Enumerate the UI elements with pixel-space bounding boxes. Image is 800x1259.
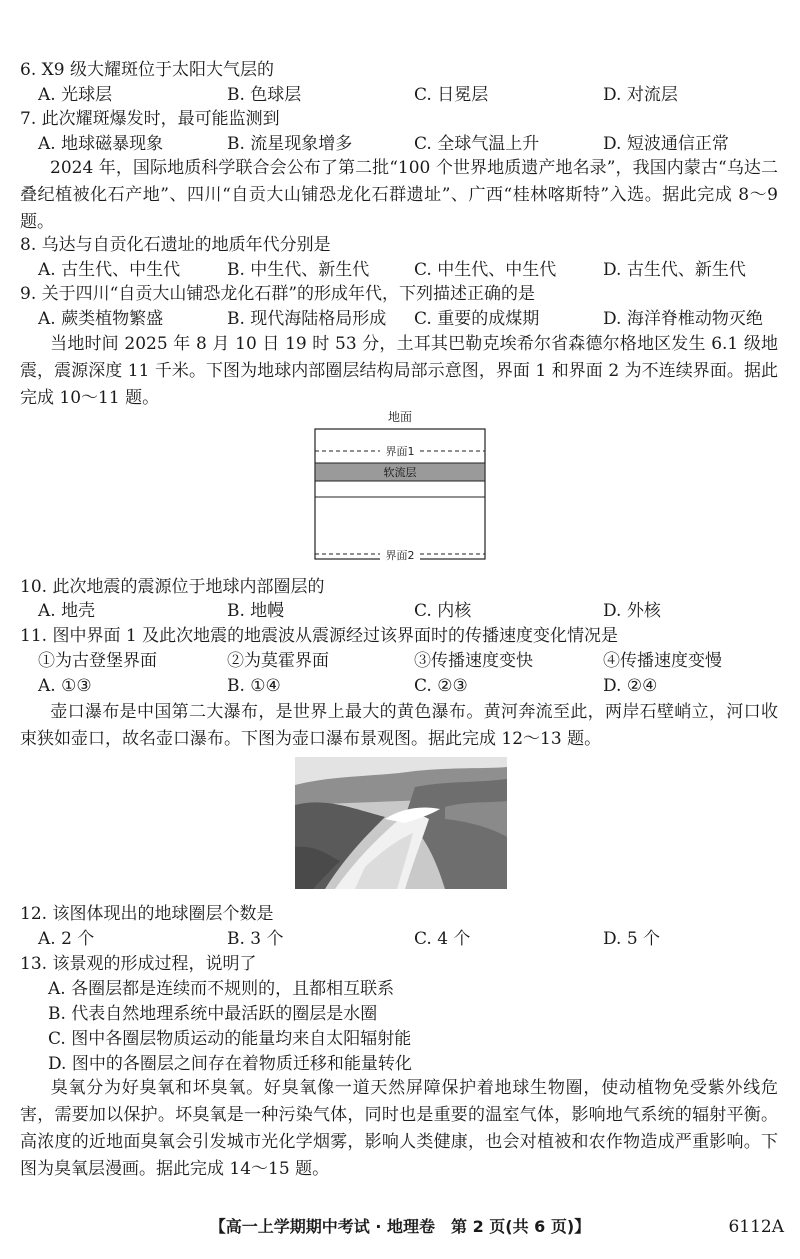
q8-option-a: A. 古生代、中生代 bbox=[38, 260, 181, 280]
q11-statement-1: ①为古登堡界面 bbox=[38, 651, 157, 671]
interface2-label: 界面2 bbox=[385, 549, 415, 562]
q6-option-d: D. 对流层 bbox=[603, 85, 678, 105]
q8-option-d: D. 古生代、新生代 bbox=[603, 260, 746, 280]
passage-14-15 bbox=[20, 1075, 778, 1183]
earth-interior-diagram bbox=[300, 405, 500, 565]
q10-options bbox=[38, 599, 780, 623]
q6-stem: 6. X9 级大耀斑位于太阳大气层的 bbox=[20, 60, 274, 80]
q11-options bbox=[38, 674, 780, 698]
q9-option-c: C. 重要的成煤期 bbox=[414, 309, 540, 329]
q9-stem: 9. 关于四川“自贡大山铺恐龙化石群”的形成年代，下列描述正确的是 bbox=[20, 284, 536, 304]
page-footer bbox=[0, 1212, 800, 1242]
q10-stem: 10. 此次地震的震源位于地球内部圈层的 bbox=[20, 577, 325, 597]
paper-code: 6112A bbox=[728, 1217, 784, 1237]
q10-option-b: B. 地幔 bbox=[227, 601, 285, 621]
interface1-label: 界面1 bbox=[385, 445, 415, 458]
footer-title: 【高一上学期期中考试 · 地理卷 第 2 页(共 6 页)】 bbox=[209, 1217, 591, 1236]
q7-option-a: A. 地球磁暴现象 bbox=[38, 134, 164, 154]
q13-stem: 13. 该景观的形成过程，说明了 bbox=[20, 954, 257, 974]
q10-option-c: C. 内核 bbox=[414, 601, 472, 621]
q12-stem: 12. 该图体现出的地球圈层个数是 bbox=[20, 904, 274, 924]
passage-10-11 bbox=[20, 331, 778, 412]
asthenosphere-label: 软流层 bbox=[383, 466, 417, 479]
q11-stem: 11. 图中界面 1 及此次地震的地震波从震源经过该界面时的传播速度变化情况是 bbox=[20, 626, 619, 646]
q13-option-c: C. 图中各圈层物质运动的能量均来自太阳辐射能 bbox=[48, 1029, 412, 1049]
q7-option-d: D. 短波通信正常 bbox=[603, 134, 729, 154]
q6-option-a: A. 光球层 bbox=[38, 85, 113, 105]
q11-statement-3: ③传播速度变快 bbox=[414, 651, 533, 671]
q8-stem: 8. 乌达与自贡化石遗址的地质年代分别是 bbox=[20, 235, 331, 255]
passage-10-11-text: 当地时间 2025 年 8 月 10 日 19 时 53 分，土耳其巴勒克埃希尔省森德尔格地区发生 6.1 级地震，震源深度 11 千米。下图为地球内部圈层结构局部示意图，界面 1 和界面 2 为不连续界面。据此完成 10～11 题。 bbox=[20, 334, 778, 408]
q13-option-b: B. 代表自然地理系统中最活跃的圈层是水圈 bbox=[48, 1004, 378, 1024]
q11-option-d: D. ②④ bbox=[603, 676, 658, 696]
q11-statement-2: ②为莫霍界面 bbox=[227, 651, 329, 671]
q12-option-c: C. 4 个 bbox=[414, 929, 471, 949]
passage-8-9 bbox=[20, 155, 778, 236]
q6-option-c: C. 日冕层 bbox=[414, 85, 489, 105]
q11-option-a: A. ①③ bbox=[38, 676, 92, 696]
q12-option-d: D. 5 个 bbox=[603, 929, 661, 949]
q7-option-c: C. 全球气温上升 bbox=[414, 134, 540, 154]
q9-option-d: D. 海洋脊椎动物灭绝 bbox=[603, 309, 763, 329]
q8-option-b: B. 中生代、新生代 bbox=[227, 260, 370, 280]
q8-options bbox=[38, 258, 780, 282]
q12-option-a: A. 2 个 bbox=[38, 929, 95, 949]
q12-option-b: B. 3 个 bbox=[227, 929, 284, 949]
q11-option-b: B. ①④ bbox=[227, 676, 281, 696]
q11-option-c: C. ②③ bbox=[414, 676, 468, 696]
q12-options bbox=[38, 927, 780, 951]
passage-12-13-text: 壶口瀑布是中国第二大瀑布，是世界上最大的黄色瀑布。黄河奔流至此，两岸石壁峭立，河口收束狭如壶口，故名壶口瀑布。下图为壶口瀑布景观图。据此完成 12～13 题。 bbox=[20, 702, 778, 749]
q9-options bbox=[38, 307, 780, 331]
passage-12-13 bbox=[20, 699, 778, 753]
q10-option-d: D. 外核 bbox=[603, 601, 661, 621]
q11-statements bbox=[38, 649, 780, 673]
q13-option-d: D. 图中的各圈层之间存在着物质迁移和能量转化 bbox=[48, 1054, 412, 1074]
q11-statement-4: ④传播速度变慢 bbox=[603, 651, 722, 671]
q7-option-b: B. 流星现象增多 bbox=[227, 134, 353, 154]
passage-8-9-text: 2024 年，国际地质科学联合会公布了第二批“100 个世界地质遗产地名录”，我国内蒙古“乌达二叠纪植被化石产地”、四川“自贡大山铺恐龙化石群遗址”、广西“桂林喀斯特”入选。据此完成 8～9 题。 bbox=[20, 158, 778, 232]
q9-option-b: B. 现代海陆格局形成 bbox=[227, 309, 387, 329]
ground-label: 地面 bbox=[387, 410, 413, 424]
q7-stem: 7. 此次耀斑爆发时，最可能监测到 bbox=[20, 109, 280, 129]
q6-options bbox=[38, 83, 780, 107]
q8-option-c: C. 中生代、中生代 bbox=[414, 260, 557, 280]
q10-option-a: A. 地壳 bbox=[38, 601, 96, 621]
q13-option-a: A. 各圈层都是连续而不规则的，且都相互联系 bbox=[48, 979, 395, 999]
q9-option-a: A. 蕨类植物繁盛 bbox=[38, 309, 164, 329]
q7-options bbox=[38, 132, 780, 156]
passage-14-15-text: 臭氧分为好臭氧和坏臭氧。好臭氧像一道天然屏障保护着地球生物圈，使动植物免受紫外线危害，需要加以保护。坏臭氧是一种污染气体，同时也是重要的温室气体，影响地气系统的辐射平衡。高浓度的近地面臭氧会引发城市光化学烟雾，影响人类健康，也会对植被和农作物造成严重影响。下图为臭氧层漫画。据此完成 14～15 题。 bbox=[20, 1078, 778, 1179]
waterfall-photo bbox=[295, 757, 507, 889]
q6-option-b: B. 色球层 bbox=[227, 85, 302, 105]
